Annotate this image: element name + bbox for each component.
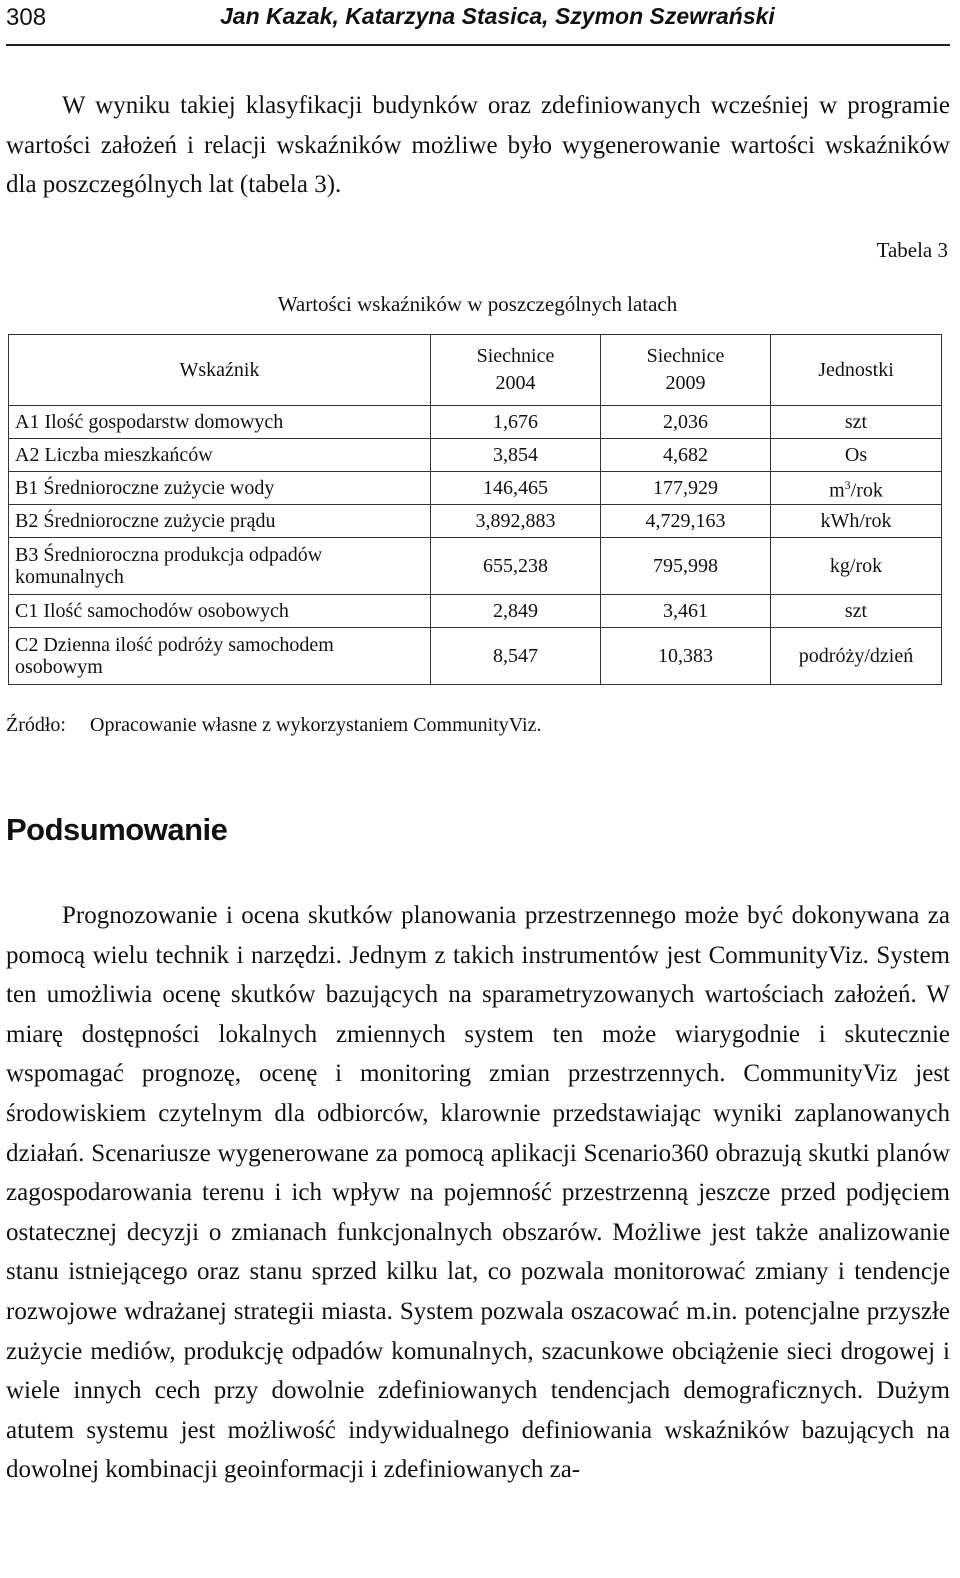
table-source-note xyxy=(6,714,541,737)
intro-paragraph xyxy=(6,86,950,205)
indicator-table xyxy=(8,334,942,685)
source-text: Opracowanie własne z wykorzystaniem CommunityViz. xyxy=(90,714,542,736)
unit-cell: szt xyxy=(771,595,942,628)
table-header-row xyxy=(9,335,942,406)
value-2009-cell: 795,998 xyxy=(601,538,771,595)
value-2004-cell: 146,465 xyxy=(431,472,601,505)
value-2004-cell: 3,854 xyxy=(431,439,601,472)
column-header-units: Jednostki xyxy=(771,335,942,406)
source-label: Źródło: xyxy=(6,714,66,736)
table-row xyxy=(9,439,942,472)
unit-cell: szt xyxy=(771,406,942,439)
intro-paragraph-text: W wyniku takiej klasyfikacji budynków oraz zdefiniowanych wcześniej w programie wartości założeń i relacji wskaźników możliwe było wygenerowanie wartości wskaźników dla poszczególnych lat (tabela 3). xyxy=(6,92,950,199)
summary-paragraph-text: Prognozowanie i ocena skutków planowania przestrzennego może być dokonywana za pomocą wielu technik i narzędzi. Jednym z takich instrumentów jest CommunityViz. System ten umożliwia ocenę skutków bazujących na sparametryzowanych wartościach założeń. W miarę dostępności lokalnych zmiennych system ten może wiarygodnie i skutecznie wspomagać prognozę, ocenę i monitoring zmian przestrzennych. CommunityViz jest środowiskiem czytelnym dla odbiorców, klarownie przedstawiając wyniki zaplanowanych działań. Scenariusze wygenerowane za pomocą aplikacji Scenario360 obrazują skutki planów zagospodarowania terenu i ich wpływ na pojemność przestrzenną jeszcze przed podjęciem ostatecznej decyzji o zmianach funkcjonalnych obszarów. Możliwe jest także analizowanie stanu istniejącego oraz stanu sprzed kilku lat, co pozwala monitorować zmiany i tendencje rozwojowe wdrażanej strategii miasta. System pozwala oszacować m.in. potencjalne przyszłe zużycie mediów, produkcję odpadów komunalnych, szacunkowe obciążenie sieci drogowej i wiele innych cech przy dowolnie zdefiniowanych tendencjach demograficznych. Dużym atutem systemu jest możliwość indywidualnego definiowania wskaźników bazujących na dowolnej kombinacji geoinformacji i zdefiniowanych za- xyxy=(6,902,950,1484)
value-2004-cell: 1,676 xyxy=(431,406,601,439)
value-2004-cell: 655,238 xyxy=(431,538,601,595)
indicator-cell: C2 Dzienna ilość podróży samochodem osobowym xyxy=(9,628,431,685)
running-header xyxy=(6,0,950,46)
column-header-indicator: Wskaźnik xyxy=(9,335,431,406)
column-header-2004: Siechnice 2004 xyxy=(431,335,601,406)
value-2009-cell: 10,383 xyxy=(601,628,771,685)
value-2009-cell: 4,729,163 xyxy=(601,505,771,538)
value-2004-cell: 3,892,883 xyxy=(431,505,601,538)
indicator-cell: B3 Średnioroczna produkcja odpadów komunalnych xyxy=(9,538,431,595)
table-row xyxy=(9,505,942,538)
value-2009-cell: 2,036 xyxy=(601,406,771,439)
table-row xyxy=(9,406,942,439)
indicator-cell: A2 Liczba mieszkańców xyxy=(9,439,431,472)
value-2004-cell: 2,849 xyxy=(431,595,601,628)
indicator-cell: B1 Średnioroczne zużycie wody xyxy=(9,472,431,505)
table-row xyxy=(9,472,942,505)
value-2004-cell: 8,547 xyxy=(431,628,601,685)
indicator-cell: A1 Ilość gospodarstw domowych xyxy=(9,406,431,439)
section-heading: Podsumowanie xyxy=(6,812,228,847)
value-2009-cell: 4,682 xyxy=(601,439,771,472)
unit-cell: podróży/dzień xyxy=(771,628,942,685)
indicator-cell: B2 Średnioroczne zużycie prądu xyxy=(9,505,431,538)
column-header-2009: Siechnice 2009 xyxy=(601,335,771,406)
table-label: Tabela 3 xyxy=(876,238,948,262)
table-row xyxy=(9,538,942,595)
table-row xyxy=(9,628,942,685)
value-2009-cell: 177,929 xyxy=(601,472,771,505)
table-title: Wartości wskaźników w poszczególnych latach xyxy=(277,292,678,316)
value-2009-cell: 3,461 xyxy=(601,595,771,628)
unit-cell: kWh/rok xyxy=(771,505,942,538)
page-number: 308 xyxy=(6,4,47,31)
table-row xyxy=(9,595,942,628)
header-authors: Jan Kazak, Katarzyna Stasica, Szymon Szewrański xyxy=(220,3,775,29)
summary-paragraph xyxy=(6,896,950,1490)
unit-cell: kg/rok xyxy=(771,538,942,595)
indicator-cell: C1 Ilość samochodów osobowych xyxy=(9,595,431,628)
unit-cell: Os xyxy=(771,439,942,472)
unit-cell: $m^3$/rok xyxy=(771,472,942,505)
